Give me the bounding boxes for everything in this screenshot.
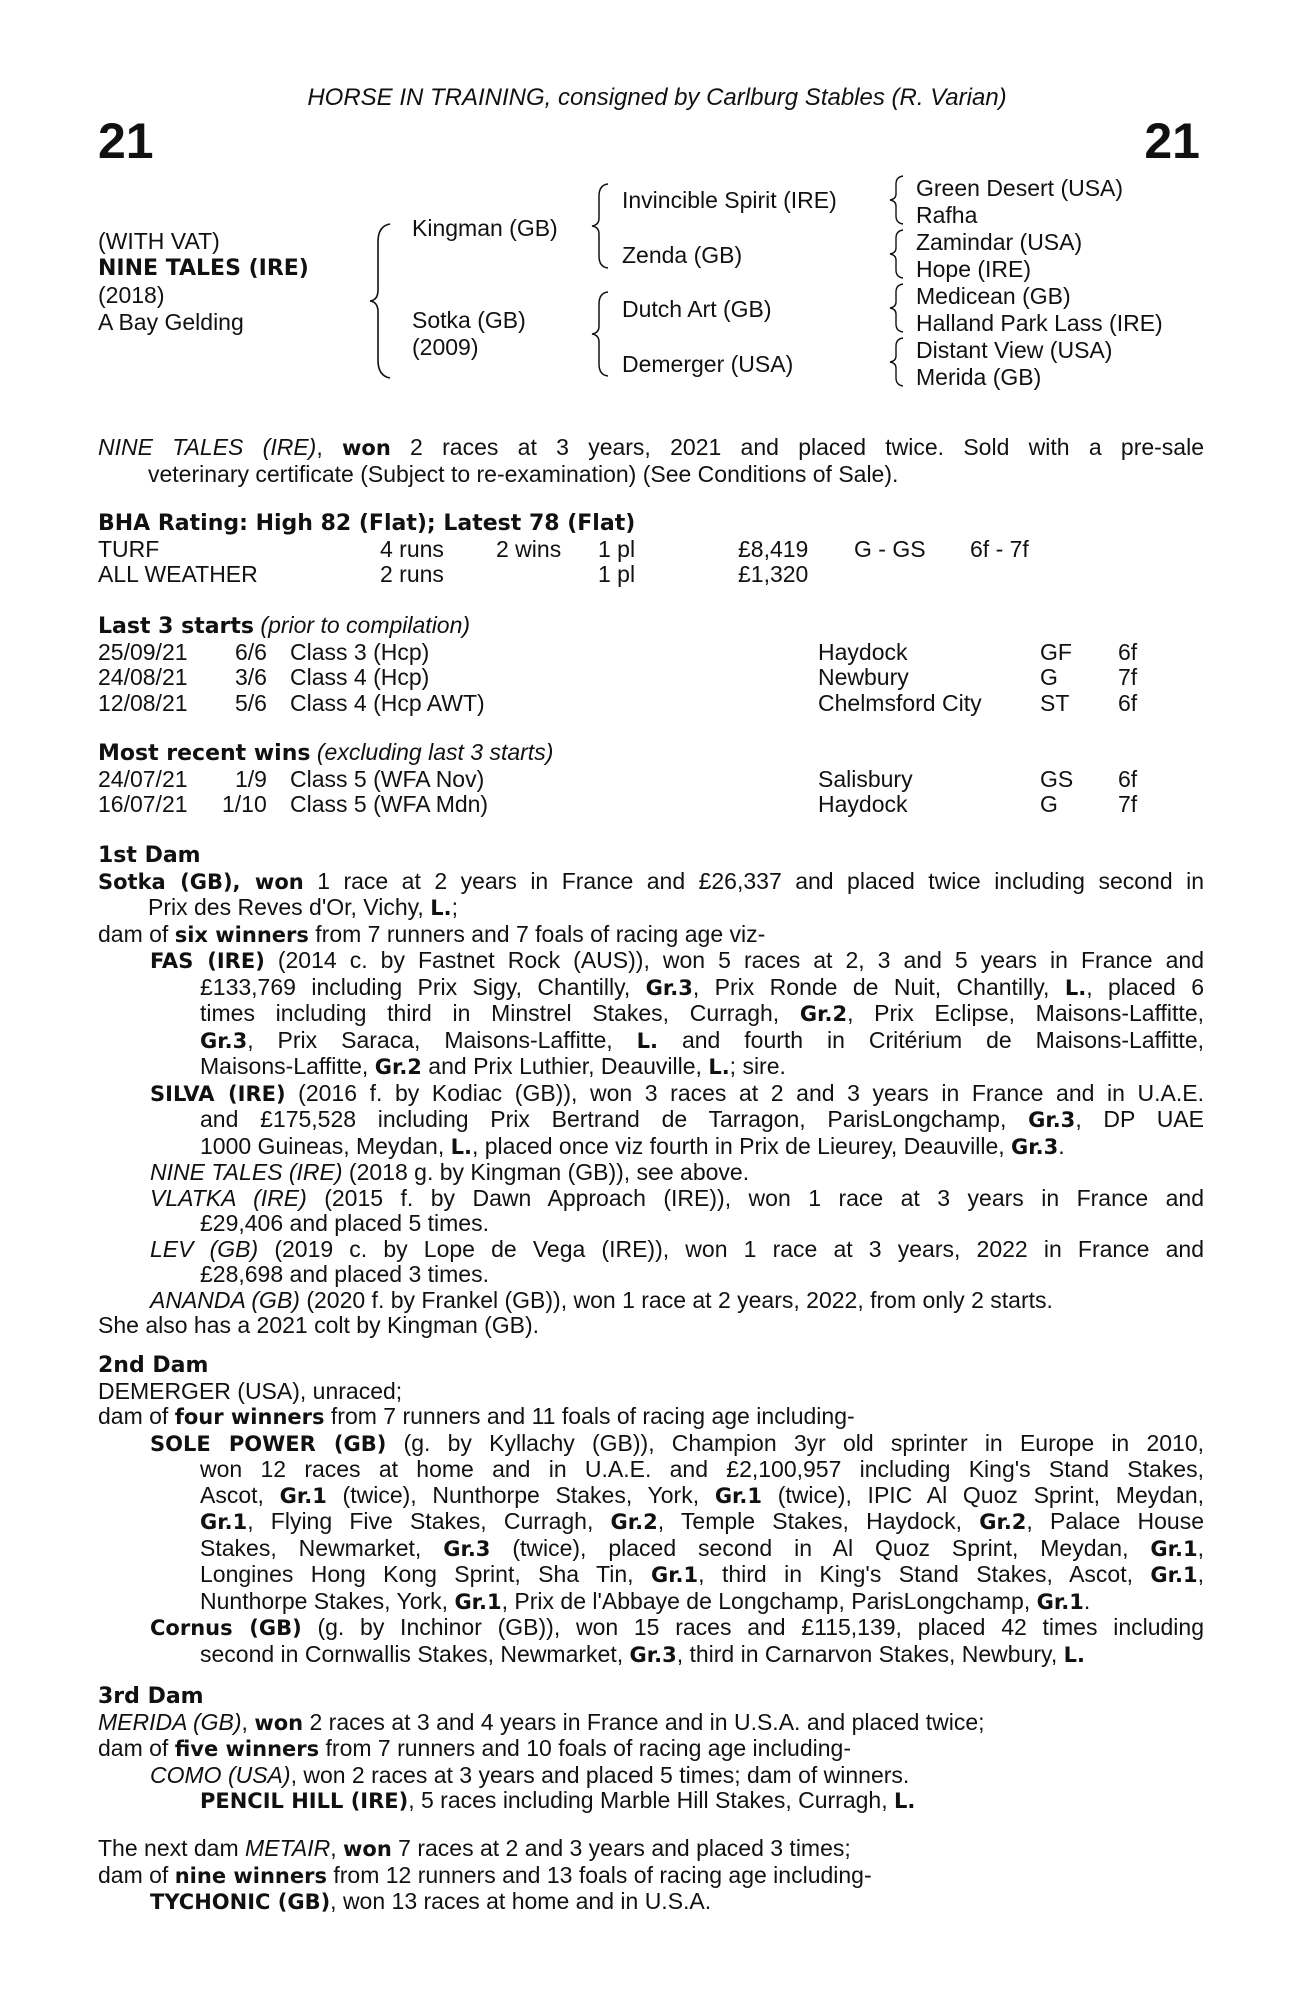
produce-text: , placed 6 xyxy=(1086,973,1204,1000)
win-course: Haydock xyxy=(818,791,908,817)
rating-heading: BHA Rating: High 82 (Flat); Latest 78 (Flat) xyxy=(98,511,636,536)
pedigree-brace-g3 xyxy=(888,282,908,334)
win-race: Class 5 (WFA Mdn) xyxy=(290,791,489,817)
produce-text: Nunthorpe Stakes, York, xyxy=(200,1587,455,1614)
start-race: Class 4 (Hcp) xyxy=(290,664,430,690)
horse-name: NINE TALES (IRE) xyxy=(98,256,309,281)
grade: Gr.3 xyxy=(443,1536,491,1561)
next-dam-name: METAIR xyxy=(245,1835,331,1861)
rating-placed: 1 pl xyxy=(598,535,636,562)
produce-text: , Prix de l'Abbaye de Longchamp, ParisLongchamp, xyxy=(501,1587,1037,1614)
start-course: Newbury xyxy=(818,664,909,690)
win-position: 1/10 xyxy=(222,791,267,817)
produce-text: , Prix Ronde de Nuit, Chantilly, xyxy=(692,973,1065,1000)
gen3-2: Rafha xyxy=(916,202,978,228)
start-going: GF xyxy=(1040,638,1072,665)
grade: Gr.2 xyxy=(799,1002,848,1026)
produce-text: £29,406 and placed 5 times. xyxy=(200,1210,489,1236)
win-going: GS xyxy=(1040,765,1074,792)
third-dam-text: , xyxy=(241,1708,255,1735)
summary-horse-name: NINE TALES (IRE) xyxy=(98,434,317,460)
grade: Gr.1 xyxy=(714,1483,763,1508)
grade: Gr.1 xyxy=(1036,1589,1084,1614)
gen3-4: Hope (IRE) xyxy=(916,256,1032,282)
first-dam-text: 1 race at 2 years in France and £26,337 and placed twice including second in xyxy=(303,867,1204,894)
rating-prize: £1,320 xyxy=(738,561,809,587)
rating-placed: 1 pl xyxy=(598,561,636,587)
produce-text: second in Cornwallis Stakes, Newmarket, xyxy=(200,1640,630,1667)
last-starts-note: (prior to compilation) xyxy=(260,612,471,638)
produce-text: Stakes, Newmarket, xyxy=(200,1534,444,1561)
win-going: G xyxy=(1040,791,1058,817)
rating-distance: 6f - 7f xyxy=(970,535,1029,562)
grade: L. xyxy=(450,1134,472,1159)
produce-nine-tales xyxy=(98,1160,1204,1186)
second-dam-name: DEMERGER (USA), unraced; xyxy=(98,1377,403,1404)
start-row xyxy=(98,640,1204,666)
start-race: Class 4 (Hcp AWT) xyxy=(290,689,485,716)
grade: Gr.1 xyxy=(279,1483,327,1508)
produce-text: , Palace House xyxy=(1026,1508,1205,1534)
recent-wins xyxy=(98,740,1204,818)
produce-text: . xyxy=(1083,1587,1091,1614)
produce-text: , placed once viz fourth in Prix de Lieurey, Deauville, xyxy=(471,1132,1012,1159)
produce-text: (twice), IPIC Al Quoz Sprint, Meydan, xyxy=(762,1481,1205,1508)
produce-text: , DP UAE xyxy=(1075,1106,1204,1132)
damof-text: dam of xyxy=(98,1403,175,1429)
lot-number-left: 21 xyxy=(98,113,154,169)
produce-name: VLATKA (IRE) xyxy=(150,1184,307,1211)
damof-text: dam of xyxy=(98,1861,175,1888)
grade: L. xyxy=(708,1055,730,1079)
produce-text: (twice), Nunthorpe Stakes, York, xyxy=(326,1481,715,1508)
produce-text: and £175,528 including Prix Bertrand de Tarragon, ParisLongchamp, xyxy=(200,1106,1029,1132)
vat-label: (WITH VAT) xyxy=(98,228,220,254)
grade-listed: L. xyxy=(430,896,452,920)
produce-text: 1000 Guineas, Meydan, xyxy=(200,1132,451,1159)
grade: L. xyxy=(1063,1642,1085,1667)
gen3-8: Merida (GB) xyxy=(916,364,1042,390)
produce-tychonic xyxy=(98,1889,1204,1916)
summary-won: won xyxy=(342,436,391,460)
grade: Gr.1 xyxy=(1150,1536,1198,1561)
start-going: G xyxy=(1040,664,1058,690)
summary-text-1: 2 races at 3 years, 2021 and placed twice. Sold with a pre-sale xyxy=(390,434,1204,460)
first-dam-text: ; xyxy=(451,894,458,920)
win-row xyxy=(98,767,1204,793)
third-dam-won: won xyxy=(254,1710,304,1735)
produce-text: Longines Hong Kong Sprint, Sha Tin, xyxy=(200,1561,651,1587)
summary-text-2: veterinary certificate (Subject to re-examination) (See Conditions of Sale). xyxy=(148,460,899,487)
horse-description: A Bay Gelding xyxy=(98,309,244,335)
last-starts xyxy=(98,613,1204,716)
produce-text: , third in Carnarvon Stakes, Newbury, xyxy=(676,1640,1064,1667)
produce-text: (2016 f. by Kodiac (GB)), won 3 races at 2 and 3 years in France and in U.A.E. xyxy=(285,1079,1204,1106)
lot-number-right: 21 xyxy=(1144,113,1200,169)
produce-como xyxy=(98,1763,1204,1789)
grade: Gr.1 xyxy=(650,1563,699,1587)
granddam-paternal: Zenda (GB) xyxy=(622,242,743,268)
third-dam-text: 2 races at 3 and 4 years in France and in U.S.A. and placed twice; xyxy=(303,1708,985,1735)
start-course: Haydock xyxy=(818,638,908,665)
gen3-7: Distant View (USA) xyxy=(916,337,1113,363)
win-distance: 6f xyxy=(1118,765,1138,792)
produce-text: . xyxy=(1058,1132,1065,1159)
start-course: Chelmsford City xyxy=(818,689,982,716)
pedigree-brace-g4 xyxy=(888,336,908,388)
produce-text: , Prix Saraca, Maisons-Laffitte, xyxy=(247,1026,637,1053)
win-position: 1/9 xyxy=(235,765,267,792)
produce-text: Maisons-Laffitte, xyxy=(200,1053,375,1079)
produce-fas xyxy=(98,948,1204,1081)
next-dam-text: The next dam xyxy=(98,1835,246,1861)
produce-name: LEV (GB) xyxy=(150,1235,259,1262)
grade: Gr.3 xyxy=(200,1028,248,1053)
rating-going: G - GS xyxy=(854,535,926,562)
produce-vlatka xyxy=(98,1186,1204,1237)
win-date: 24/07/21 xyxy=(98,765,188,792)
produce-text: , third in King's Stand Stakes, Ascot, xyxy=(698,1561,1151,1587)
rating-surface: ALL WEATHER xyxy=(98,561,258,587)
start-distance: 6f xyxy=(1118,638,1138,665)
start-row xyxy=(98,691,1204,717)
gen3-3: Zamindar (USA) xyxy=(916,229,1083,255)
recent-wins-heading: Most recent wins xyxy=(98,741,311,766)
produce-text: Ascot, xyxy=(200,1481,280,1508)
pedigree-brace-g1 xyxy=(888,174,908,226)
win-distance: 7f xyxy=(1118,791,1138,817)
damof-text: from 7 runners and 7 foals of racing age viz- xyxy=(308,920,766,947)
start-position: 5/6 xyxy=(235,689,267,716)
start-position: 6/6 xyxy=(235,638,267,665)
produce-text: and Prix Luthier, Deauville, xyxy=(421,1053,709,1079)
produce-name: TYCHONIC (GB) xyxy=(150,1890,331,1914)
second-dam xyxy=(98,1353,1204,1668)
third-dam-name: MERIDA (GB) xyxy=(98,1708,242,1735)
produce-cornus xyxy=(98,1615,1204,1668)
dam-name: Sotka (GB) xyxy=(412,307,526,333)
produce-sole-power xyxy=(98,1431,1204,1616)
start-distance: 7f xyxy=(1118,664,1138,690)
first-dam-heading: 1st Dam xyxy=(98,843,201,868)
dam-year: (2009) xyxy=(412,334,479,360)
produce-text: , Temple Stakes, Haydock, xyxy=(657,1508,980,1534)
pedigree-brace-g2 xyxy=(888,228,908,280)
last-starts-heading: Last 3 starts xyxy=(98,614,255,639)
granddam-maternal: Demerger (USA) xyxy=(622,351,794,377)
horse-year: (2018) xyxy=(98,282,165,308)
rating-runs: 2 runs xyxy=(380,561,444,587)
grade: Gr.2 xyxy=(979,1510,1027,1534)
produce-pencil-hill xyxy=(98,1788,1204,1815)
grade: Gr.1 xyxy=(454,1589,502,1614)
produce-name: FAS (IRE) xyxy=(150,949,265,973)
damof-text: dam of xyxy=(98,1735,175,1761)
produce-name: Cornus (GB) xyxy=(150,1616,302,1640)
produce-text: (2015 f. by Dawn Approach (IRE)), won 1 race at 3 years in France and xyxy=(306,1184,1204,1211)
produce-text: £133,769 including Prix Sigy, Chantilly, xyxy=(200,973,646,1000)
rating-row-turf xyxy=(98,537,1204,563)
win-row xyxy=(98,792,1204,818)
start-date: 24/08/21 xyxy=(98,664,188,690)
bha-rating xyxy=(98,511,1204,588)
grade: Gr.3 xyxy=(629,1642,677,1667)
produce-text: ; sire. xyxy=(729,1053,786,1079)
sire-name: Kingman (GB) xyxy=(412,215,558,241)
win-date: 16/07/21 xyxy=(98,791,188,817)
damof-winners: five winners xyxy=(174,1737,320,1761)
third-dam-heading: 3rd Dam xyxy=(98,1684,204,1709)
produce-name: NINE TALES (IRE) xyxy=(150,1159,343,1185)
rating-runs: 4 runs xyxy=(380,535,444,562)
gen3-1: Green Desert (USA) xyxy=(916,175,1124,201)
produce-text: (2014 c. by Fastnet Rock (AUS)), won 5 races at 2, 3 and 5 years in France and xyxy=(264,947,1204,973)
grade: L. xyxy=(893,1789,916,1813)
recent-wins-note: (excluding last 3 starts) xyxy=(316,739,554,765)
first-dam-text: Prix des Reves d'Or, Vichy, xyxy=(148,894,431,920)
produce-ananda xyxy=(98,1288,1204,1314)
first-dam xyxy=(98,843,1204,1339)
rating-row-aw xyxy=(98,562,1204,588)
produce-text: , won 13 races at home and in U.S.A. xyxy=(330,1888,712,1914)
produce-text: (g. by Kyllachy (GB)), Champion 3yr old sprinter in Europe in 2010, xyxy=(386,1429,1204,1456)
produce-text: , Prix Eclipse, Maisons-Laffitte, xyxy=(847,1000,1205,1026)
grade: Gr.3 xyxy=(1028,1108,1076,1132)
catalogue-header: HORSE IN TRAINING, consigned by Carlburg Stables (R. Varian) xyxy=(307,84,1007,111)
damof-text: from 7 runners and 11 foals of racing age including- xyxy=(324,1403,855,1429)
grade: Gr.1 xyxy=(1150,1563,1198,1587)
produce-text: (twice), placed second in Al Quoz Sprint, Meydan, xyxy=(490,1534,1151,1561)
second-dam-heading: 2nd Dam xyxy=(98,1353,209,1378)
produce-name: SOLE POWER (GB) xyxy=(150,1431,387,1456)
start-row xyxy=(98,665,1204,691)
produce-text: won 12 races at home and in U.A.E. and £2,100,957 including King's Stand Stakes, xyxy=(200,1456,1204,1482)
grade: Gr.3 xyxy=(1011,1134,1059,1159)
start-date: 25/09/21 xyxy=(98,638,188,665)
next-dam xyxy=(98,1836,1204,1916)
produce-text: , won 2 races at 3 years and placed 5 times; dam of winners. xyxy=(290,1761,910,1788)
produce-text: and fourth in Critérium de Maisons-Laffitte, xyxy=(657,1026,1204,1053)
produce-text: £28,698 and placed 3 times. xyxy=(200,1261,489,1287)
grade: Gr.2 xyxy=(374,1055,422,1079)
produce-name: PENCIL HILL (IRE) xyxy=(200,1789,409,1813)
produce-text: , 5 races including Marble Hill Stakes, Curragh, xyxy=(408,1787,894,1813)
start-race: Class 3 (Hcp) xyxy=(290,638,430,665)
damof-winners: four winners xyxy=(174,1405,325,1429)
damof-winners: nine winners xyxy=(174,1863,327,1888)
damof-text: from 7 runners and 10 foals of racing age including- xyxy=(319,1735,851,1761)
win-race: Class 5 (WFA Nov) xyxy=(290,765,485,792)
grade: L. xyxy=(1064,975,1087,1000)
race-summary: NINE TALES (IRE), won 2 races at 3 years, 2021 and placed twice. Sold with a pre-sale veterinary certificate (Subject to re-examination) (See Conditions of Sale). xyxy=(98,434,1204,487)
grade: L. xyxy=(636,1028,658,1053)
produce-text: , Flying Five Stakes, Curragh, xyxy=(247,1508,611,1534)
produce-name: ANANDA (GB) xyxy=(150,1286,300,1313)
damof-winners: six winners xyxy=(174,922,309,947)
grade: Gr.1 xyxy=(200,1510,248,1534)
produce-text: (2019 c. by Lope de Vega (IRE)), won 1 race at 3 years, 2022 in France and xyxy=(258,1235,1204,1262)
grandsire-paternal: Invincible Spirit (IRE) xyxy=(622,187,837,213)
grade: Gr.3 xyxy=(645,975,693,1000)
produce-lev xyxy=(98,1237,1204,1288)
third-dam xyxy=(98,1684,1204,1815)
produce-text: (g. by Inchinor (GB)), won 15 races and £115,139, placed 42 times including xyxy=(301,1614,1204,1640)
next-dam-text: , xyxy=(330,1835,343,1861)
pedigree-brace-main xyxy=(368,222,398,380)
grade: Gr.2 xyxy=(610,1510,658,1534)
produce-text: , xyxy=(1197,1534,1204,1561)
start-distance: 6f xyxy=(1118,689,1138,716)
pedigree-brace-dam xyxy=(590,290,614,378)
win-course: Salisbury xyxy=(818,765,913,792)
rating-wins: 2 wins xyxy=(496,535,562,562)
damof-text: dam of xyxy=(98,920,175,947)
produce-text: (2018 g. by Kingman (GB)), see above. xyxy=(342,1159,750,1185)
start-date: 12/08/21 xyxy=(98,689,188,716)
produce-text: (2020 f. by Frankel (GB)), won 1 race at 2 years, 2022, from only 2 starts. xyxy=(299,1286,1053,1313)
produce-text: times including third in Minstrel Stakes, Curragh, xyxy=(200,1000,800,1026)
next-dam-won: won xyxy=(343,1837,392,1861)
produce-text: , xyxy=(1197,1561,1204,1587)
produce-name: SILVA (IRE) xyxy=(150,1081,286,1106)
produce-silva xyxy=(98,1081,1204,1161)
also-has: She also has a 2021 colt by Kingman (GB). xyxy=(98,1312,540,1338)
start-position: 3/6 xyxy=(235,664,267,690)
produce-name: COMO (USA) xyxy=(150,1761,291,1788)
start-going: ST xyxy=(1040,689,1070,716)
first-dam-name: Sotka (GB), won xyxy=(98,869,304,894)
grandsire-maternal: Dutch Art (GB) xyxy=(622,296,772,322)
gen3-5: Medicean (GB) xyxy=(916,283,1071,309)
pedigree-brace-sire xyxy=(590,182,614,270)
damof-text: from 12 runners and 13 foals of racing age including- xyxy=(326,1861,872,1888)
next-dam-text: 7 races at 2 and 3 years and placed 3 times; xyxy=(391,1835,851,1861)
gen3-6: Halland Park Lass (IRE) xyxy=(916,310,1163,336)
rating-surface: TURF xyxy=(98,535,160,562)
rating-prize: £8,419 xyxy=(738,535,809,562)
